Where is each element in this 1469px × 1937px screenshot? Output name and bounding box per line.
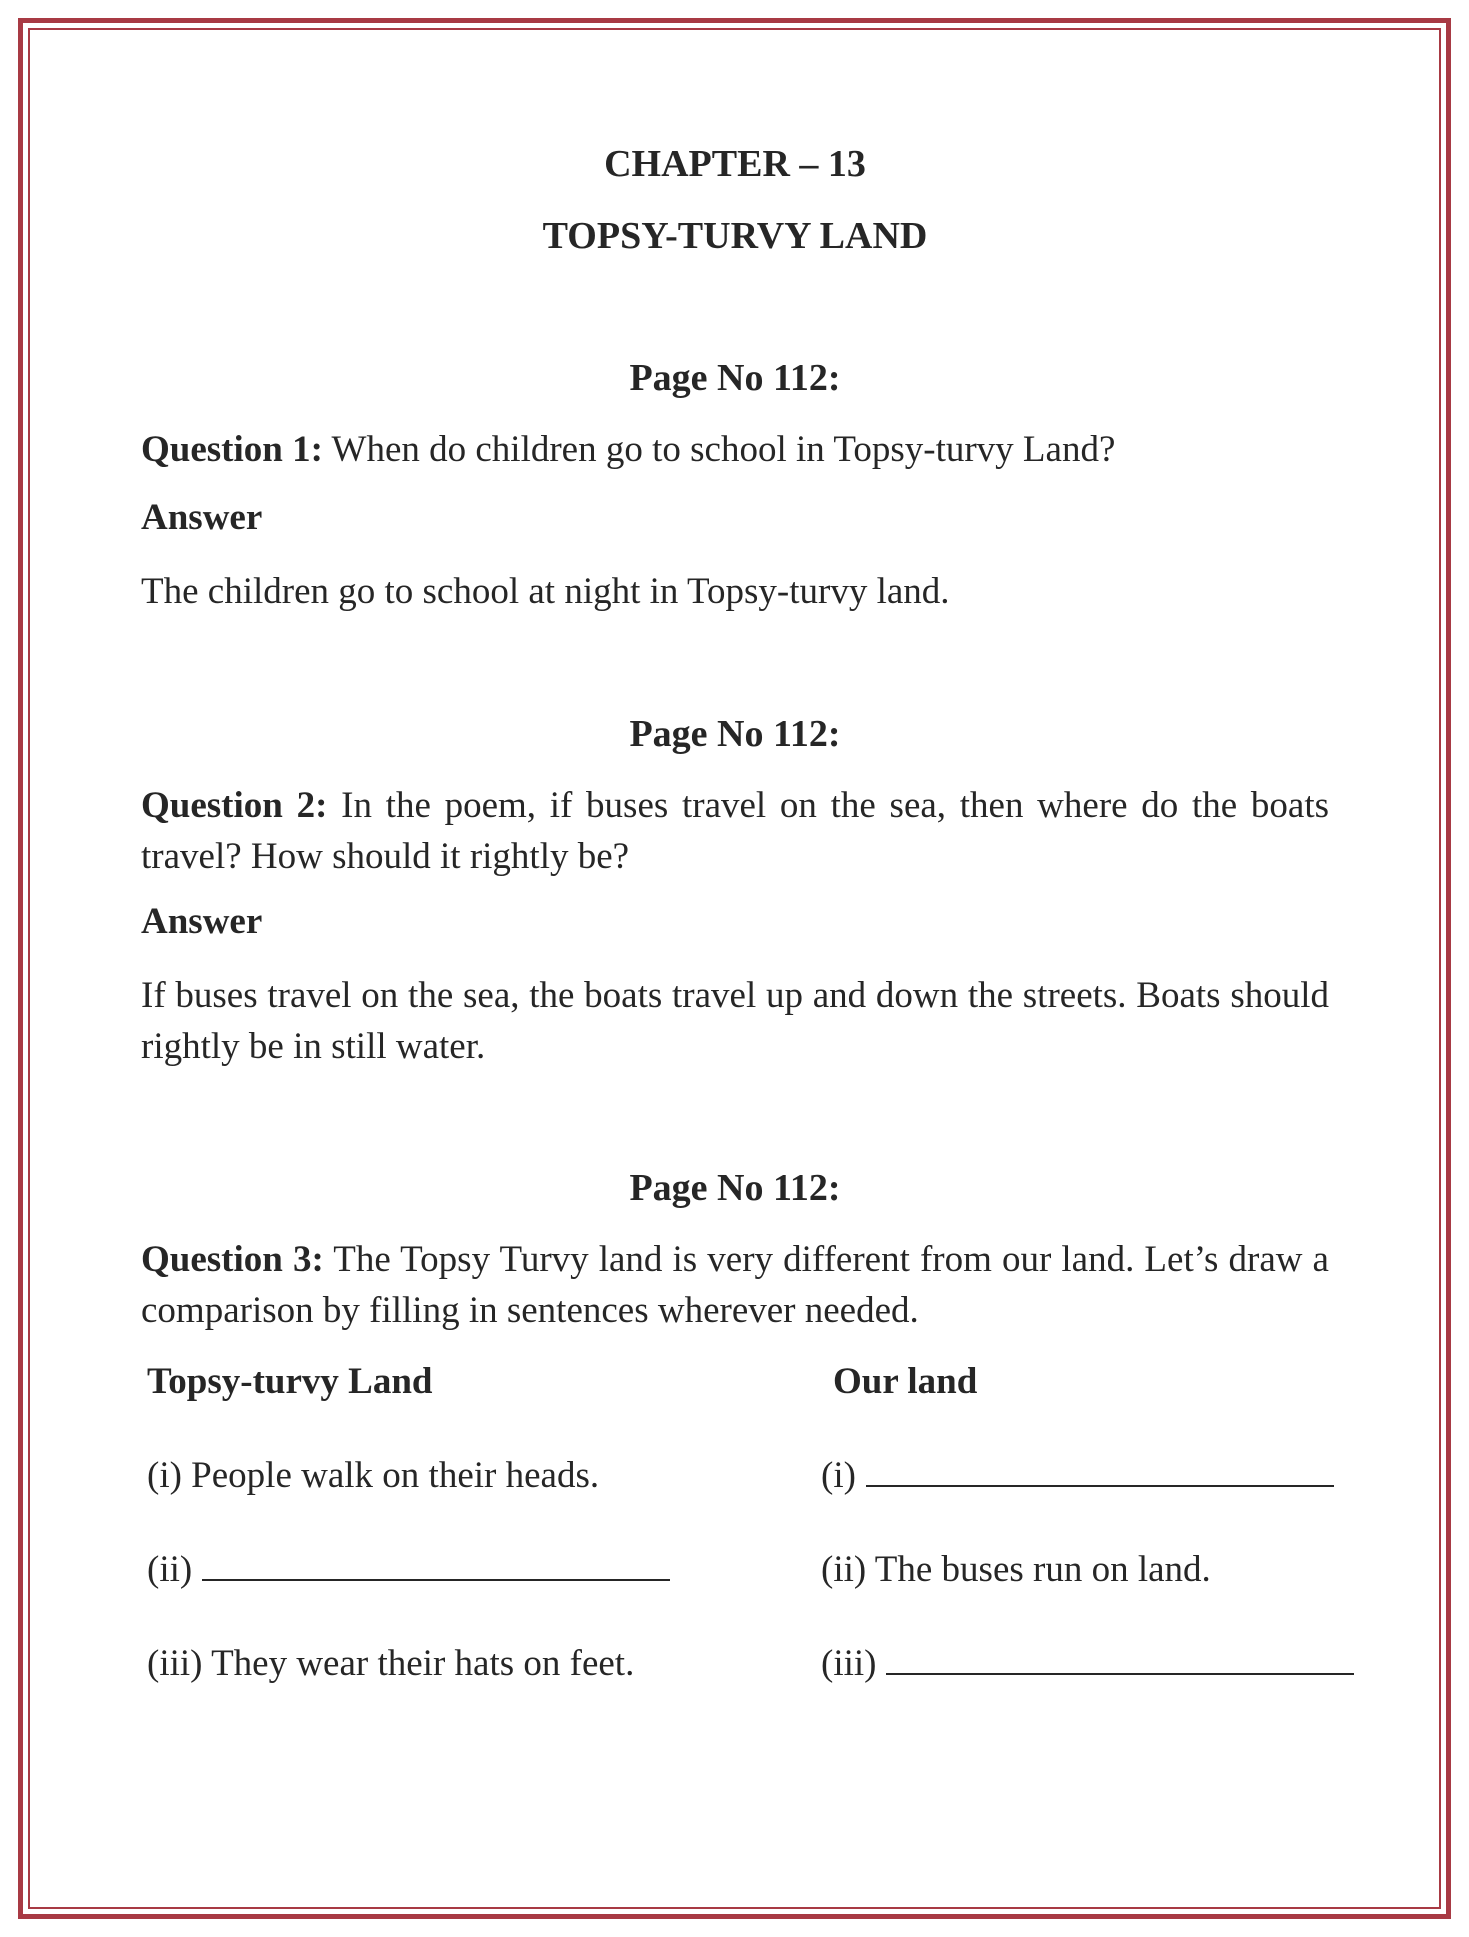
question-3-label: Question 3: (141, 1239, 324, 1280)
fill-in-blank-row-2[interactable] (202, 1549, 670, 1581)
question-1-label: Question 1: (141, 429, 323, 470)
answer-2-text: If buses travel on the sea, the boats travel up and down the streets. Boats should rightly be in still water. (141, 975, 1329, 1067)
question-3 (141, 1234, 1329, 1336)
table-row-1-left: (i) People walk on their heads. (147, 1455, 600, 1496)
column-header-our-land: Our land (833, 1361, 978, 1402)
question-2-text: In the poem, if buses travel on the sea, then where do the boats travel? How should it rightly be? (141, 785, 1329, 877)
page-number-q2: Page No 112: (629, 713, 841, 755)
question-1-text: When do children go to school in Topsy-turvy Land? (331, 429, 1116, 470)
table-row-3-right-label: (iii) (821, 1643, 877, 1684)
table-row-1-right (821, 1454, 1334, 1497)
page-border-inner (28, 28, 1441, 1909)
chapter-heading: CHAPTER – 13 (604, 143, 866, 185)
table-row-3-left: (iii) They wear their hats on feet. (147, 1643, 635, 1684)
answer-1-text: The children go to school at night in Topsy-turvy land. (141, 571, 950, 612)
table-row-3-right (821, 1642, 1354, 1685)
question-2-label: Question 2: (141, 785, 328, 826)
fill-in-blank-row-3[interactable] (886, 1643, 1354, 1675)
answer-2-label: Answer (141, 901, 263, 942)
chapter-title: TOPSY-TURVY LAND (542, 215, 928, 257)
question-3-text: The Topsy Turvy land is very different from our land. Let’s draw a comparison by filling in sentences wherever needed. (141, 1239, 1329, 1331)
column-header-topsy-turvy: Topsy-turvy Land (147, 1361, 433, 1402)
table-row-1-right-label: (i) (821, 1455, 856, 1496)
table-row-2-left-label: (ii) (147, 1549, 193, 1590)
page-number-q3: Page No 112: (629, 1167, 841, 1209)
fill-in-blank-row-1[interactable] (866, 1455, 1334, 1487)
table-row-2-right: (ii) The buses run on land. (821, 1549, 1211, 1590)
answer-1-label: Answer (141, 497, 263, 538)
page-number-q1: Page No 112: (629, 357, 841, 399)
table-row-2-left (147, 1548, 670, 1591)
question-1 (141, 424, 1329, 475)
question-2 (141, 780, 1329, 882)
